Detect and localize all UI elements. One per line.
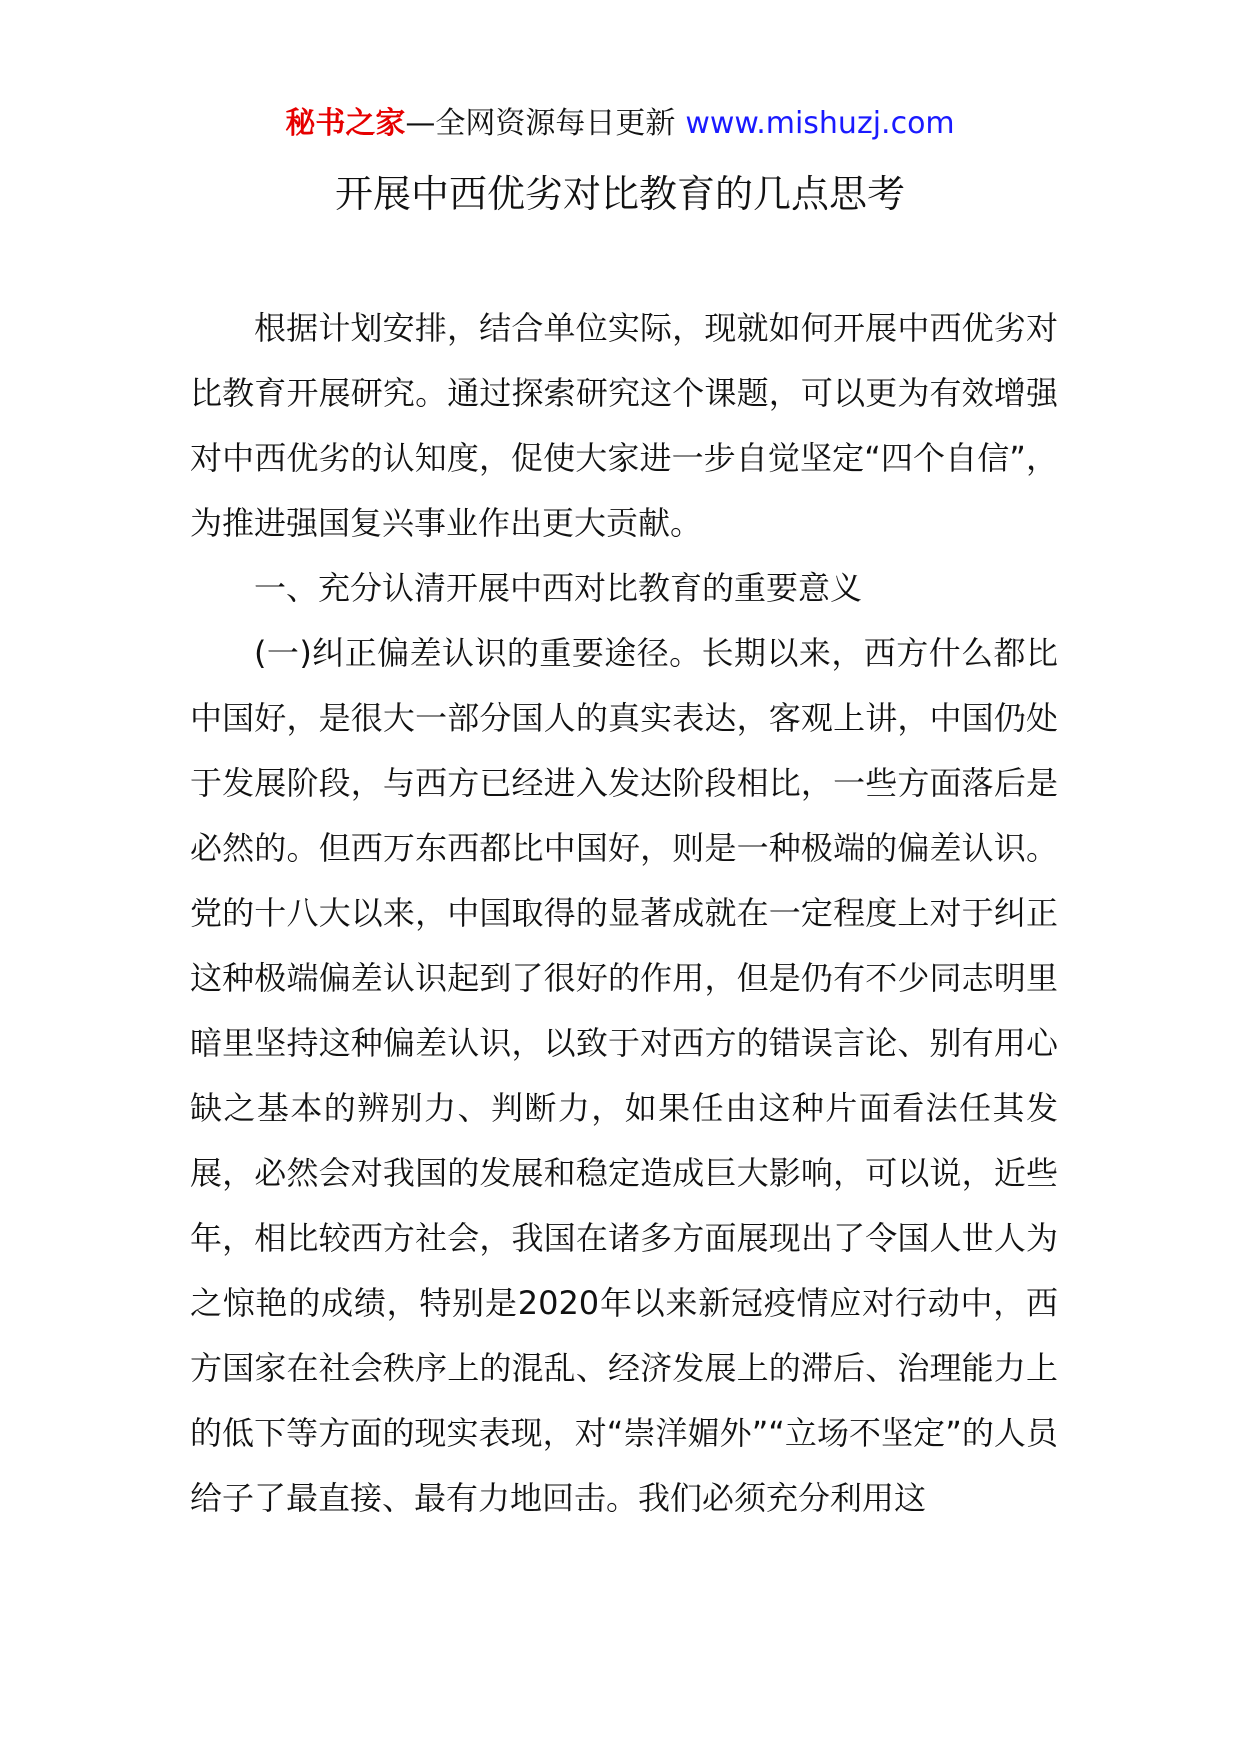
- document-title: 开展中西优劣对比教育的几点思考: [334, 172, 905, 216]
- brand-name: 秘书之家: [285, 106, 406, 141]
- site-url-link[interactable]: www.mishuzj.com: [685, 106, 955, 141]
- body-paragraph: (一)纠正偏差认识的重要途径。长期以来，西方什么都比中国好，是很大一部分国人的真实表达，客观上讲，中国仍处于发展阶段，与西方已经进入发达阶段相比，一些方面落后是必然的。但西万东西都比中国好，则是一种极端的偏差认识。党的十八大以来，中国取得的显著成就在一定程度上对于纠正这种极端偏差认识起到了很好的作用，但是仍有不少同志明里暗里坚持这种偏差认识，以致于对西方的错误言论、别有用心缺之基本的辨别力、判断力，如果任由这种片面看法任其发展，必然会对我国的发展和稳定造成巨大影响，可以说，近些年，相比较西方社会，我国在诸多方面展现出了令国人世人为之惊艳的成绩，特别是2020年以来新冠疫情应对行动中，西方国家在社会秩序上的混乱、经济发展上的滞后、治理能力上的低下等方面的现实表现，对“崇洋媚外”“立场不坚定”的人员给子了最直接、最有力地回击。我们必须充分利用这: [190, 634, 1058, 1517]
- header-tagline: —全网资源每日更新: [405, 106, 676, 141]
- watermark-header: [0, 102, 1240, 146]
- intro-paragraph: 根据计划安排，结合单位实际，现就如何开展中西优劣对比教育开展研究。通过探索研究这个课题，可以更为有效增强对中西优劣的认知度，促使大家进一步自觉坚定“四个自信”，为推进强国复兴事业作出更大贡献。: [190, 309, 1058, 542]
- section-heading: 一、充分认清开展中西对比教育的重要意义: [254, 569, 863, 607]
- document-body: [190, 296, 1058, 1531]
